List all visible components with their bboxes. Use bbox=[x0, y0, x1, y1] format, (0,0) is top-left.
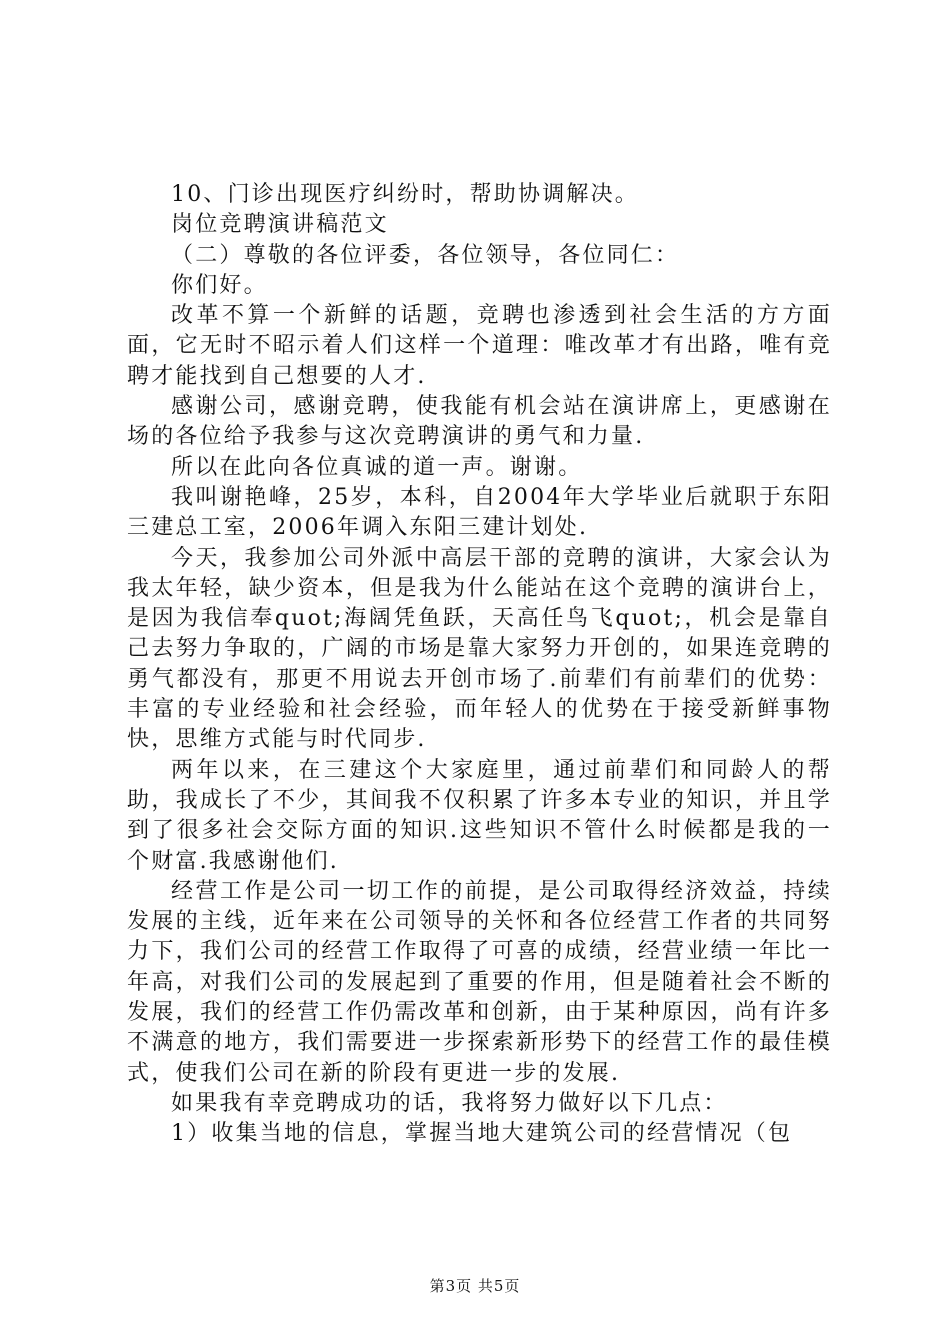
paragraph-item-10: 10、门诊出现医疗纠纷时，帮助协调解决。 bbox=[171, 182, 639, 207]
paragraph-business: 经营工作是公司一切工作的前提，是公司取得经济效益，持续发展的主线，近年来在公司领导的关怀和各位经营工作者的共同努力下，我们公司的经营工作取得了可喜的成绩，经营业绩一年比一年高，对我们公司的发展起到了重要的作用，但是随着社会不断的发展，我们的经营工作仍需改革和创新，由于某种原因，尚有许多不满意的地方，我们需要进一步探索新形势下的经营工作的最佳模式，使我们公司在新的阶段有更进一步的发展. bbox=[127, 878, 832, 1086]
paragraph-two-years: 两年以来，在三建这个大家庭里，通过前辈们和同龄人的帮助，我成长了不少，其间我不仅积累了许多本专业的知识，并且学到了很多社会交际方面的知识.这些知识不管什么时候都是我的一个财富.我感谢他们. bbox=[127, 757, 832, 874]
section-title: 岗位竞聘演讲稿范文 bbox=[171, 212, 389, 238]
greeting: 你们好。 bbox=[171, 272, 268, 298]
paragraph-gratitude: 所以在此向各位真诚的道一声。谢谢。 bbox=[171, 454, 583, 480]
paragraph-self-intro: 我叫谢艳峰，25岁，本科，自2004年大学毕业后就职于东阳三建总工室，2006年调入东阳三建计划处. bbox=[127, 484, 832, 541]
salutation: （二）尊敬的各位评委，各位领导，各位同仁： bbox=[171, 242, 680, 268]
page-number-footer: 第3页 共5页 bbox=[429, 1277, 521, 1295]
paragraph-today: 今天，我参加公司外派中高层干部的竞聘的演讲，大家会认为我太年轻，缺少资本，但是我为什么能站在这个竞聘的演讲台上，是因为我信奉quot;海阔凭鱼跃，天高任鸟飞quot;，机会是靠自己去努力争取的，广阔的市场是靠大家努力开创的，如果连竞聘的勇气都没有，那更不用说去开创市场了.前辈们有前辈们的优势：丰富的专业经验和社会经验，而年轻人的优势在于接受新鲜事物快，思维方式能与时代同步. bbox=[127, 545, 832, 753]
paragraph-plan-item-1: 1）收集当地的信息，掌握当地大建筑公司的经营情况（包 bbox=[171, 1121, 793, 1147]
paragraph-reform: 改革不算一个新鲜的话题，竞聘也渗透到社会生活的方方面面，它无时不昭示着人们这样一个道理：唯改革才有出路，唯有竞聘才能找到自己想要的人才. bbox=[127, 303, 832, 389]
paragraph-thanks: 感谢公司，感谢竞聘，使我能有机会站在演讲席上，更感谢在场的各位给予我参与这次竞聘演讲的勇气和力量. bbox=[127, 394, 832, 450]
document-body bbox=[127, 180, 832, 1150]
paragraph-plan-intro: 如果我有幸竞聘成功的话，我将努力做好以下几点： bbox=[171, 1090, 728, 1116]
